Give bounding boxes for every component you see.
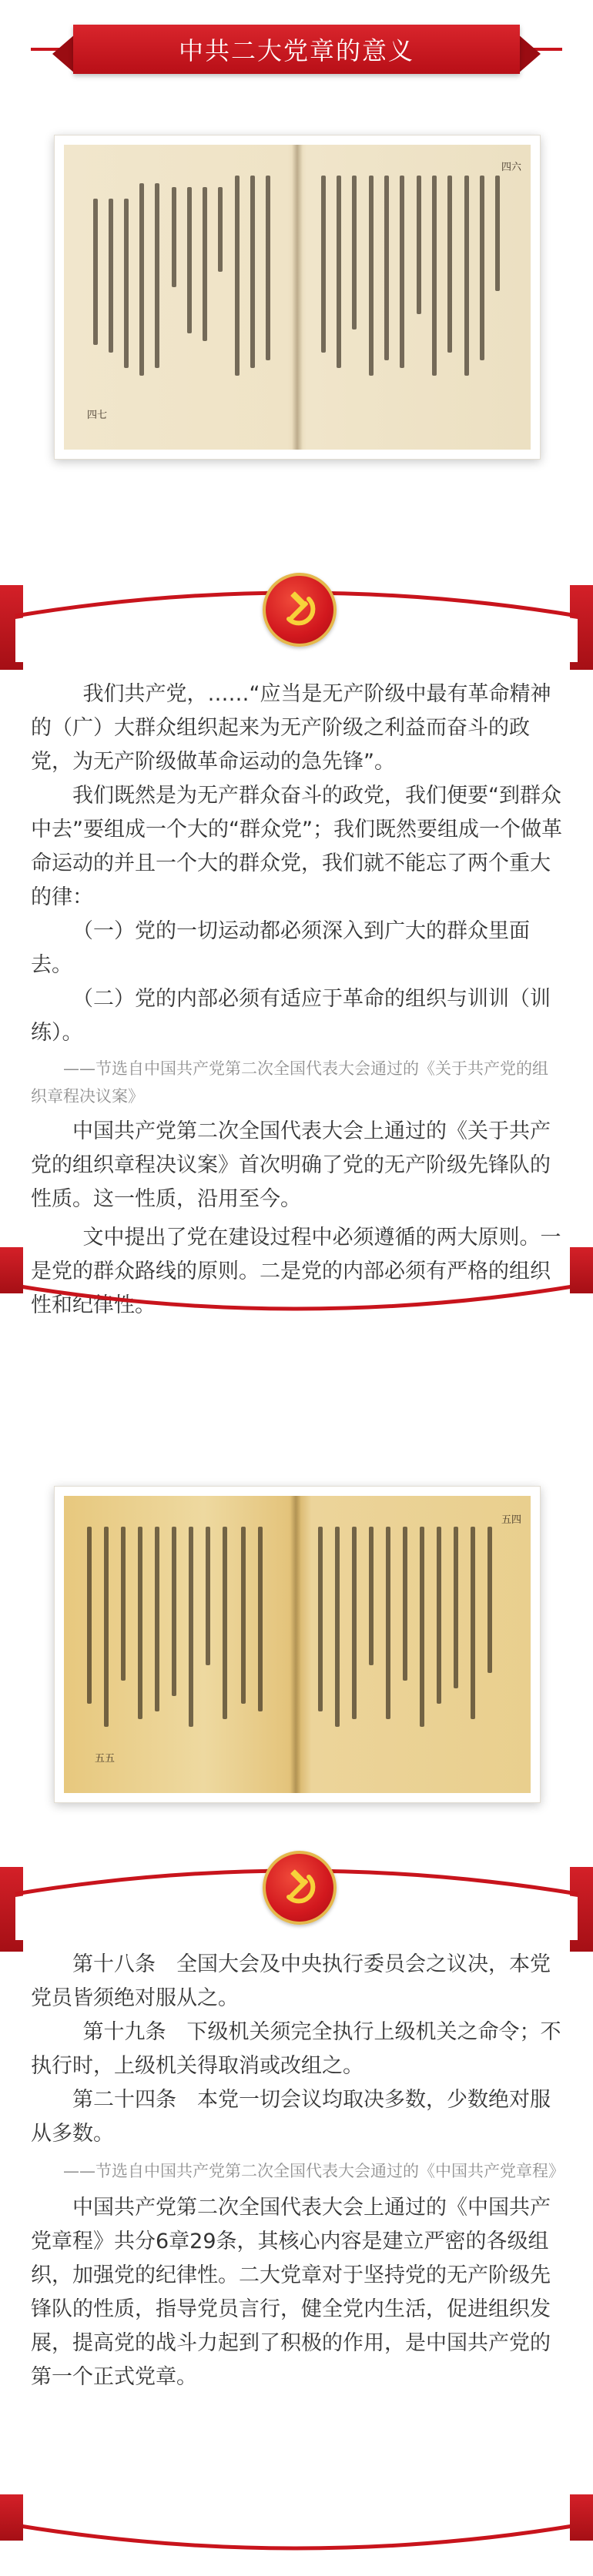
paragraph: 文中提出了党在建设过程中必须遵循的两大原则。一是党的群众路线的原则。二是党的内部必须有严格的组织性和纪律性。 — [31, 1226, 561, 1317]
document-photo-1 — [54, 135, 541, 460]
page-number-left: 五五 — [95, 1753, 116, 1765]
document-page-right — [300, 1496, 531, 1793]
hammer-sickle-emblem-2 — [263, 1851, 337, 1925]
article-18: 第十八条 全国大会及中央执行委员会之议决，本党党员皆须绝对服从之。 — [31, 1952, 551, 2010]
card-2-left-tab-bottom — [0, 2494, 23, 2541]
card-1-left-tab-bottom — [0, 1247, 23, 1293]
paragraph: 我们共产党，……“应当是无产阶级中最有革命精神的（广）大群众组织起来为无产阶级之利益而奋斗的政党，为无产阶级做革命运动的急先锋”。 — [31, 682, 551, 774]
paragraph: 中国共产党第二次全国代表大会上通过的《中国共产党章程》共分6章29条，其核心内容是建立严密的各级组织，加强党的纪律性。二大党章对于坚持党的无产阶级先锋队的性质，指导党员言行，健全党内生活，促进组织发展，提高党的战斗力起到了积极的作用，是中国共产党的第一个正式党章。 — [31, 2196, 551, 2389]
source-note: ——节选自中国共产党第二次全国代表大会通过的《关于共产党的组织章程决议案》 — [31, 1059, 548, 1106]
document-page-right — [300, 145, 531, 450]
card-2-right-tab-bottom — [570, 2494, 593, 2541]
card-2-bottom-curve — [0, 2510, 593, 2576]
paragraph: 我们既然是为无产群众奋斗的政党，我们便要“到群众中去”要组成一个大的“群众党”；我们既然要组成一个做革命运动的并且一个大的群众党，我们就不能忘了两个重大的律： — [31, 784, 562, 909]
paragraph: 中国共产党第二次全国代表大会上通过的《关于共产党的组织章程决议案》首次明确了党的无产阶级先锋队的性质。这一性质，沿用至今。 — [31, 1119, 551, 1211]
page-title: 中共二大党章的意义 — [73, 25, 520, 74]
page-number-right: 四六 — [501, 162, 522, 173]
hammer-sickle-icon — [278, 588, 321, 631]
article-24: 第二十四条 本党一切会议均取决多数，少数绝对服从多数。 — [31, 2088, 551, 2146]
title-ribbon — [0, 15, 593, 85]
ribbon-tail-right — [518, 34, 541, 74]
section-2-body — [31, 1948, 565, 2394]
source-note: ——节选自中国共产党第二次全国代表大会通过的《中国共产党章程》 — [63, 2162, 565, 2180]
hammer-sickle-emblem-1 — [263, 573, 337, 647]
card-1-right-tab-bottom — [570, 1247, 593, 1293]
card-1-bottom-curve — [0, 1263, 593, 1347]
paragraph: （二）党的内部必须有适应于革命的组织与训训（训练）。 — [31, 987, 551, 1045]
ribbon-tail-left — [52, 34, 75, 74]
section-1-body — [31, 677, 562, 1323]
document-page-left — [64, 145, 295, 450]
hammer-sickle-icon — [278, 1866, 321, 1909]
page-number-right: 五四 — [501, 1514, 522, 1526]
article-19: 第十九条 下级机关须完全执行上级机关之命令；不执行时，上级机关得取消或改组之。 — [31, 2020, 561, 2078]
paragraph: （一）党的一切运动都必须深入到广大的群众里面去。 — [31, 919, 530, 977]
document-photo-2 — [54, 1486, 541, 1803]
page-number-left: 四七 — [87, 410, 108, 421]
document-page-left — [64, 1496, 295, 1793]
